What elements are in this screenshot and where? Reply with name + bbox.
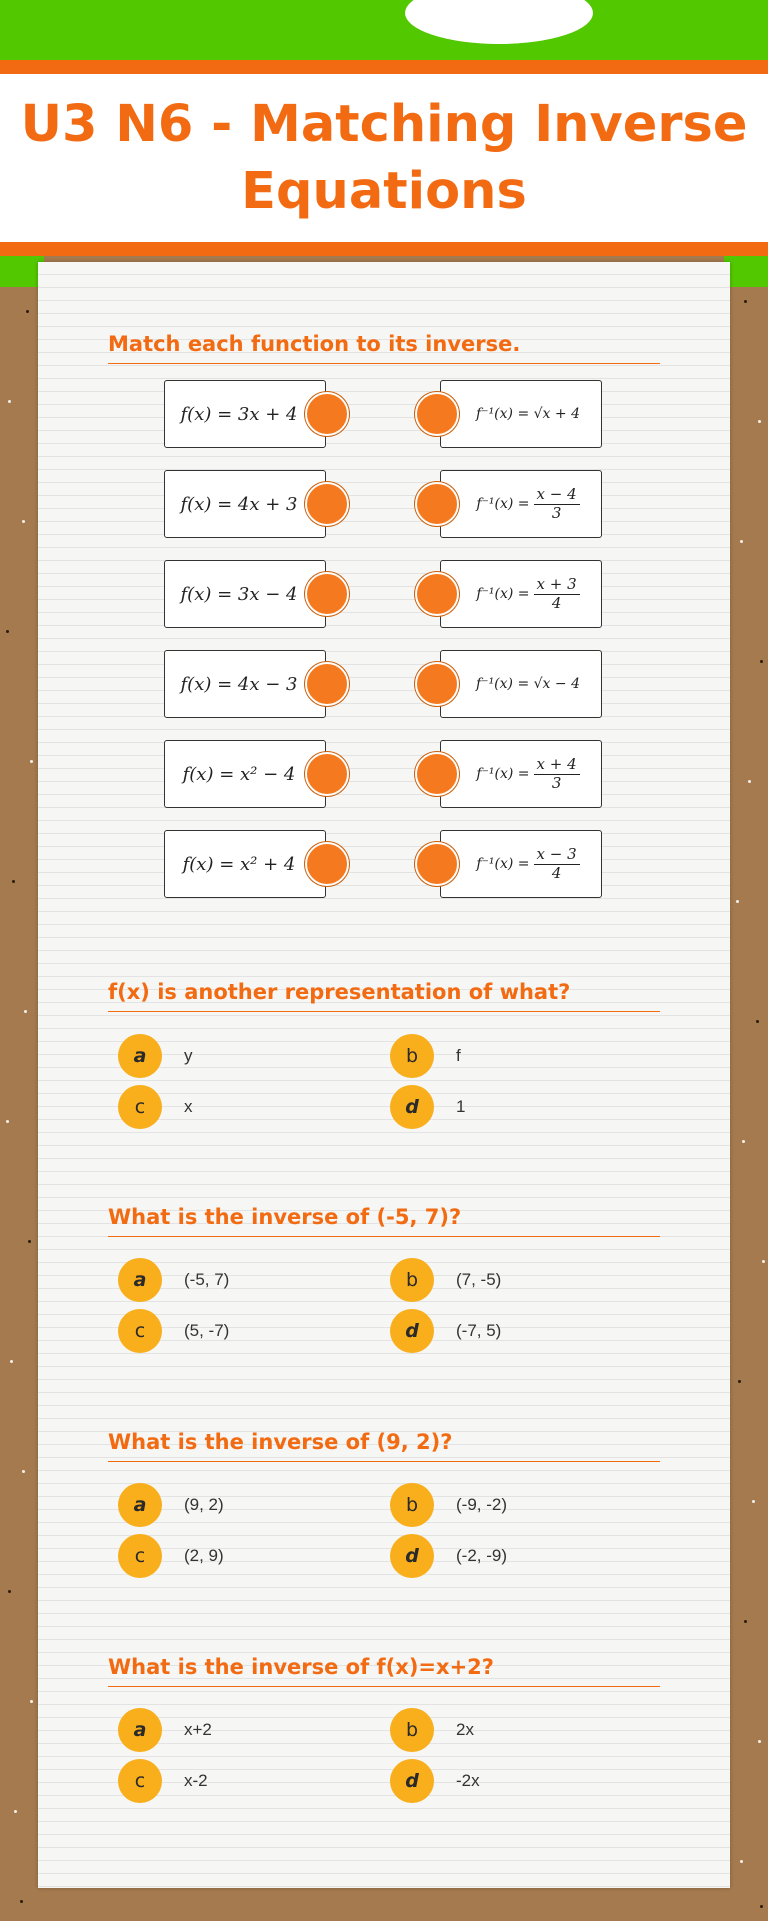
fraction — [534, 756, 580, 792]
match-right-3-label: f⁻¹(x) = — [476, 586, 530, 602]
match-left-5-connector[interactable] — [305, 752, 349, 796]
option-text: (-7, 5) — [456, 1321, 502, 1340]
cork-speck — [740, 540, 743, 543]
option-letter-badge: d — [390, 1085, 434, 1129]
cork-speck — [12, 880, 15, 883]
option-letter-badge: a — [118, 1708, 162, 1752]
match-right-6-label: f⁻¹(x) = — [476, 856, 530, 872]
cork-speck — [742, 1140, 745, 1143]
option-text: x-2 — [184, 1771, 208, 1790]
match-right-3-connector[interactable] — [415, 572, 459, 616]
cork-speck — [756, 1020, 759, 1023]
match-right-6-connector[interactable] — [415, 842, 459, 886]
match-left-3-connector[interactable] — [305, 572, 349, 616]
match-right-4-connector[interactable] — [415, 662, 459, 706]
option-letter-badge: b — [390, 1258, 434, 1302]
question-2-title: f(x) is another representation of what? — [108, 980, 660, 1012]
cork-speck — [760, 660, 763, 663]
question-2-option-a[interactable] — [118, 1034, 193, 1078]
fraction — [534, 486, 580, 522]
cork-speck — [738, 1380, 741, 1383]
option-text: (7, -5) — [456, 1270, 502, 1289]
cork-speck — [6, 630, 9, 633]
option-text: 1 — [456, 1097, 466, 1116]
question-5-option-c[interactable] — [118, 1759, 208, 1803]
question-4-option-d[interactable] — [390, 1534, 507, 1578]
fraction-denominator: 4 — [551, 863, 562, 882]
question-3 — [108, 1205, 660, 1237]
fraction-denominator: 3 — [551, 773, 562, 792]
cork-speck — [744, 1620, 747, 1623]
match-right-4[interactable] — [440, 650, 602, 718]
question-5-option-d[interactable] — [390, 1759, 480, 1803]
option-letter-badge: a — [118, 1034, 162, 1078]
page-title: U3 N6 - Matching Inverse Equations — [20, 95, 748, 221]
cork-speck — [6, 1120, 9, 1123]
cork-speck — [762, 1260, 765, 1263]
question-1 — [108, 332, 660, 364]
question-5-option-b[interactable] — [390, 1708, 474, 1752]
cork-speck — [30, 760, 33, 763]
option-text: x — [184, 1097, 193, 1116]
match-left-5-label: f(x) = x² − 4 — [182, 763, 296, 785]
question-4-option-c[interactable] — [118, 1534, 224, 1578]
cork-speck — [28, 1240, 31, 1243]
option-letter-badge: c — [118, 1085, 162, 1129]
match-left-1-connector[interactable] — [305, 392, 349, 436]
cloud-decoration — [405, 0, 593, 44]
cork-speck — [14, 1810, 17, 1813]
cork-speck — [744, 300, 747, 303]
cork-speck — [740, 1860, 743, 1863]
option-text: (-2, -9) — [456, 1546, 507, 1565]
fraction-numerator: x − 3 — [534, 846, 580, 864]
question-3-option-a[interactable] — [118, 1258, 229, 1302]
question-3-title: What is the inverse of (-5, 7)? — [108, 1205, 660, 1237]
question-4-option-a[interactable] — [118, 1483, 224, 1527]
match-left-6-connector[interactable] — [305, 842, 349, 886]
option-letter-badge: d — [390, 1759, 434, 1803]
header-green-strip — [0, 0, 768, 60]
option-letter-badge: c — [118, 1759, 162, 1803]
cork-speck — [8, 1590, 11, 1593]
cork-speck — [748, 780, 751, 783]
match-left-4[interactable] — [164, 650, 326, 718]
question-4-title: What is the inverse of (9, 2)? — [108, 1430, 660, 1462]
option-letter-badge: a — [118, 1483, 162, 1527]
question-3-option-c[interactable] — [118, 1309, 229, 1353]
match-right-4-label: f⁻¹(x) = √x − 4 — [476, 676, 580, 692]
option-text: x+2 — [184, 1720, 212, 1739]
cork-speck — [758, 420, 761, 423]
option-letter-badge: c — [118, 1309, 162, 1353]
cork-speck — [736, 900, 739, 903]
fraction-numerator: x + 3 — [534, 576, 580, 594]
match-left-4-label: f(x) = 4x − 3 — [180, 673, 298, 695]
match-right-6[interactable] — [440, 830, 602, 898]
match-right-2-connector[interactable] — [415, 482, 459, 526]
option-letter-badge: c — [118, 1534, 162, 1578]
question-4 — [108, 1430, 660, 1462]
cork-speck — [8, 400, 11, 403]
fraction — [534, 576, 580, 612]
cork-speck — [22, 1470, 25, 1473]
option-letter-badge: d — [390, 1534, 434, 1578]
match-right-3[interactable] — [440, 560, 602, 628]
match-left-6[interactable] — [164, 830, 326, 898]
question-2-option-c[interactable] — [118, 1085, 193, 1129]
option-letter-badge: b — [390, 1034, 434, 1078]
option-letter-badge: a — [118, 1258, 162, 1302]
match-left-3[interactable] — [164, 560, 326, 628]
match-right-5-label: f⁻¹(x) = — [476, 766, 530, 782]
question-2-option-b[interactable] — [390, 1034, 461, 1078]
worksheet-paper — [38, 262, 730, 1888]
cork-speck — [760, 1905, 763, 1908]
cork-speck — [24, 1010, 27, 1013]
match-left-5[interactable] — [164, 740, 326, 808]
option-text: (-9, -2) — [456, 1495, 507, 1514]
fraction-denominator: 4 — [551, 593, 562, 612]
option-text: y — [184, 1046, 193, 1065]
cork-speck — [758, 1740, 761, 1743]
question-4-option-b[interactable] — [390, 1483, 507, 1527]
option-text: (5, -7) — [184, 1321, 230, 1340]
fraction-denominator: 3 — [551, 503, 562, 522]
match-left-2-label: f(x) = 4x + 3 — [180, 493, 298, 515]
match-right-1-connector[interactable] — [415, 392, 459, 436]
fraction — [534, 846, 580, 882]
question-5-title: What is the inverse of f(x)=x+2? — [108, 1655, 660, 1687]
match-left-6-label: f(x) = x² + 4 — [182, 853, 296, 875]
option-text: (9, 2) — [184, 1495, 224, 1514]
cork-speck — [20, 1900, 23, 1903]
option-text: (2, 9) — [184, 1546, 224, 1565]
question-2 — [108, 980, 660, 1012]
cork-speck — [30, 1700, 33, 1703]
cork-speck — [26, 310, 29, 313]
fraction-numerator: x − 4 — [534, 486, 580, 504]
question-3-option-d[interactable] — [390, 1309, 501, 1353]
match-right-1-label: f⁻¹(x) = √x + 4 — [476, 406, 580, 422]
match-left-1[interactable] — [164, 380, 326, 448]
match-right-2[interactable] — [440, 470, 602, 538]
question-3-option-b[interactable] — [390, 1258, 501, 1302]
match-right-2-label: f⁻¹(x) = — [476, 496, 530, 512]
match-left-4-connector[interactable] — [305, 662, 349, 706]
match-right-5[interactable] — [440, 740, 602, 808]
option-text: -2x — [456, 1771, 480, 1790]
option-text: 2x — [456, 1720, 474, 1739]
match-left-3-label: f(x) = 3x − 4 — [180, 583, 298, 605]
option-letter-badge: d — [390, 1309, 434, 1353]
option-letter-badge: b — [390, 1708, 434, 1752]
question-5 — [108, 1655, 660, 1687]
cork-speck — [752, 1500, 755, 1503]
match-left-2-connector[interactable] — [305, 482, 349, 526]
match-right-1[interactable] — [440, 380, 602, 448]
match-left-2[interactable] — [164, 470, 326, 538]
title-banner — [0, 60, 768, 256]
option-letter-badge: b — [390, 1483, 434, 1527]
cork-speck — [10, 1360, 13, 1363]
fraction-numerator: x + 4 — [534, 756, 580, 774]
option-text: f — [456, 1046, 461, 1065]
cork-speck — [22, 520, 25, 523]
match-right-5-connector[interactable] — [415, 752, 459, 796]
match-left-1-label: f(x) = 3x + 4 — [180, 403, 298, 425]
question-1-title: Match each function to its inverse. — [108, 332, 660, 364]
question-2-option-d[interactable] — [390, 1085, 465, 1129]
option-text: (-5, 7) — [184, 1270, 230, 1289]
question-5-option-a[interactable] — [118, 1708, 212, 1752]
